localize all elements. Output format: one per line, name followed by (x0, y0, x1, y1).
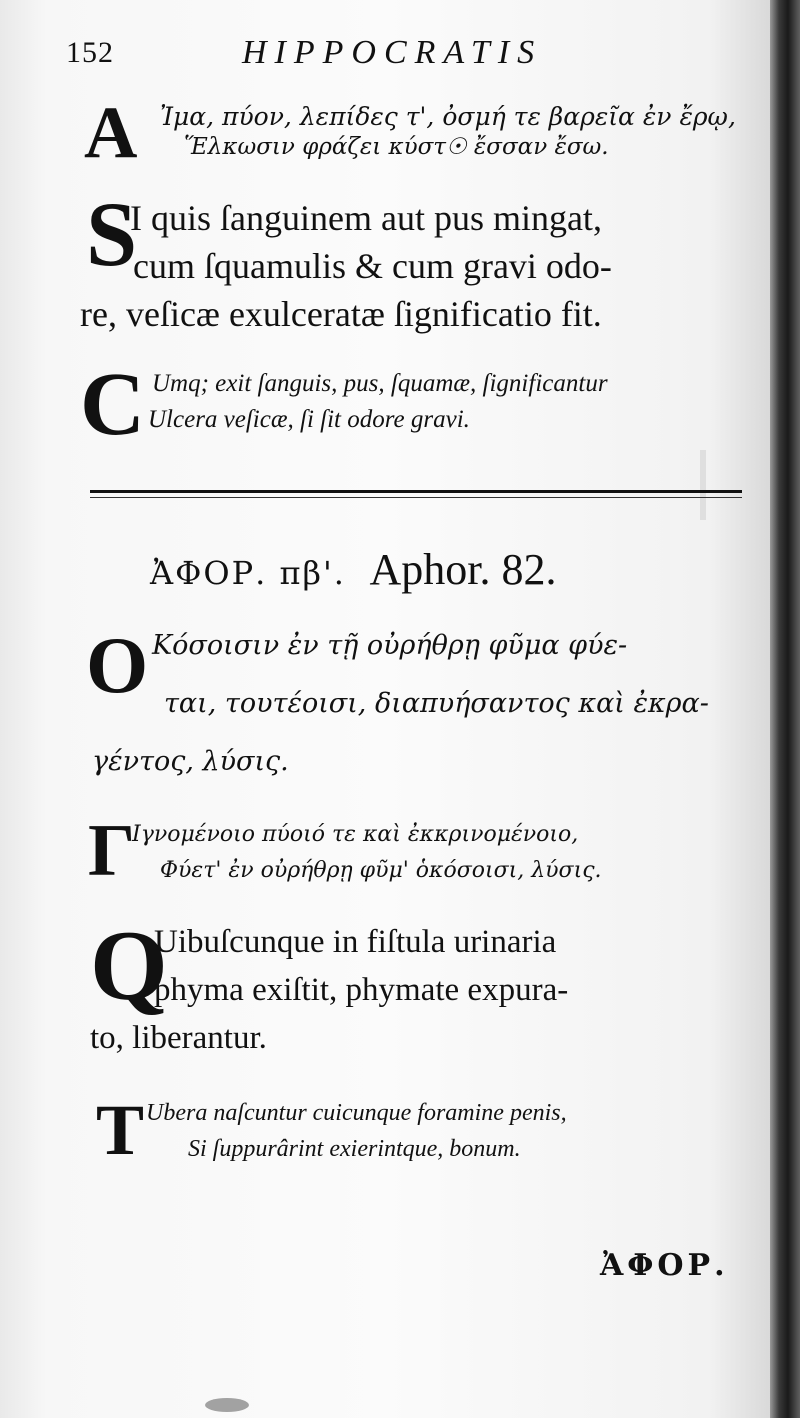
latin-verse-line: Ubera naſcuntur cuicunque foramine penis, (146, 1100, 567, 1126)
latin-prose-line: to, liberantur. (90, 1020, 267, 1056)
page-gutter-shadow (770, 0, 800, 1418)
page-number: 152 (66, 36, 114, 69)
ink-smudge (205, 1398, 249, 1412)
greek-prose-line: Κόσοισιν ἐν τῇ οὐρήθρῃ φῦμα φύε- (152, 630, 628, 661)
show-through-mark (700, 450, 786, 520)
section-divider-thin (90, 497, 742, 498)
drop-cap: Γ (88, 810, 136, 892)
catchword: ἈΦΟΡ. (600, 1248, 729, 1283)
greek-verse-line: Φύετ' ἐν οὐρήθρῃ φῦμ' ὁκόσοισι, λύσις. (160, 858, 602, 883)
drop-cap: O (86, 622, 149, 710)
running-head: HIPPOCRATIS (242, 34, 543, 71)
latin-prose-line: I quis ſanguinem aut pus mingat, (130, 198, 602, 238)
drop-cap: T (96, 1090, 145, 1170)
greek-prose-line: ται, τουτέοισι, διαπυήσαντος καὶ ἐκρα- (164, 688, 709, 719)
aphorism-heading-latin: Aphor. 82. (369, 545, 557, 594)
latin-prose-line: re, veſicæ exulceratæ ſignificatio fit. (80, 294, 602, 334)
greek-verse-line: Ἰμα, πύον, λεπίδες τ', ὀσμή τε βαρεῖα ἐν ἔρῳ, (160, 102, 736, 131)
greek-verse-line: Ἕλκωσιν φράζει κύστ☉ ἔσσαν ἔσω. (184, 134, 609, 160)
section-divider (90, 490, 742, 493)
drop-cap: C (80, 355, 145, 454)
latin-prose-line: Uibuſcunque in fiſtula urinaria (154, 924, 557, 960)
latin-verse-line: Umq; exit ſanguis, pus, ſquamæ, ſignificantur (152, 370, 608, 397)
drop-cap: A (84, 92, 138, 174)
drop-cap: S (86, 183, 138, 285)
latin-verse-line: Si ſuppurârint exierintque, bonum. (188, 1136, 521, 1162)
greek-prose-line: γέντος, λύσις. (92, 746, 289, 777)
latin-prose-line: phyma exiſtit, phymate expura- (154, 972, 569, 1008)
aphorism-heading (150, 544, 556, 595)
aphorism-heading-greek: ἈΦΟΡ. πβ'. (150, 554, 346, 592)
drop-cap: Q (90, 910, 168, 1021)
greek-verse-line: Ιγνομένοιο πύοιό τε καὶ ἐκκρινομένοιο, (132, 822, 579, 847)
latin-prose-line: cum ſquamulis & cum gravi odo- (133, 246, 612, 286)
latin-verse-line: Ulcera veſicæ, ſi ſit odore gravi. (148, 406, 470, 433)
